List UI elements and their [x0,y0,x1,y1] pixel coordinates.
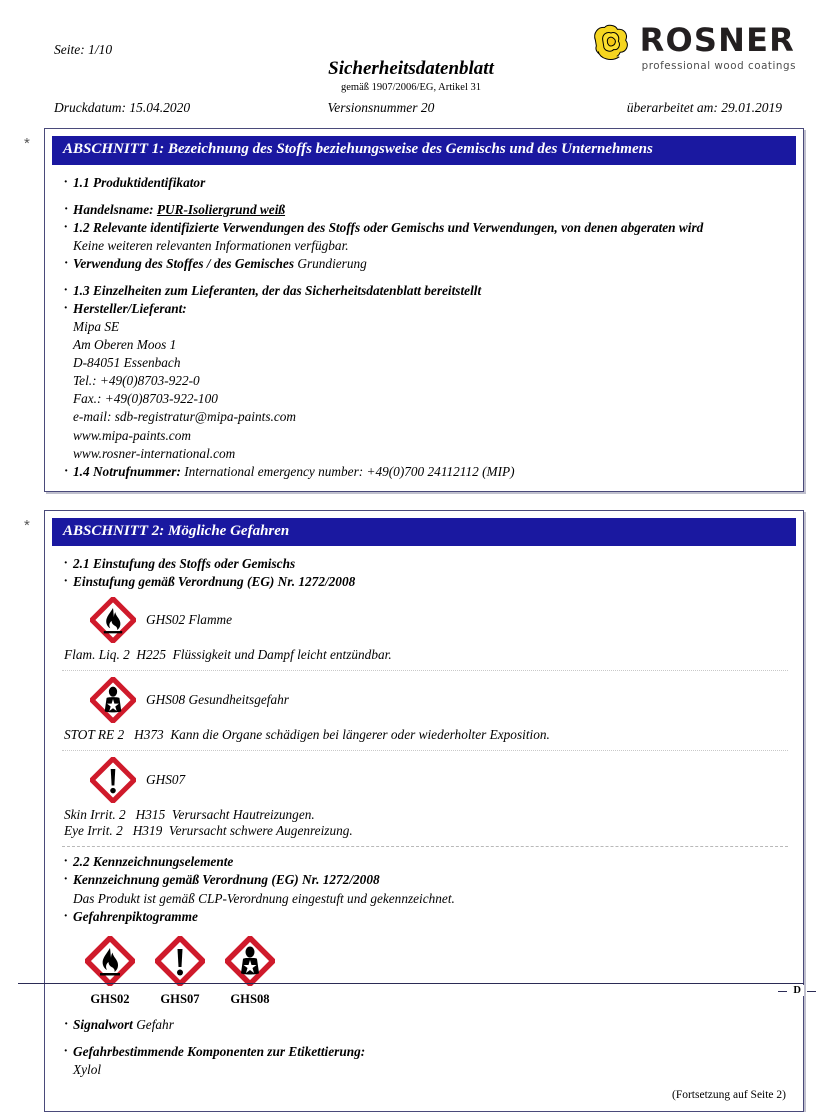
separator [62,750,788,751]
item-2-1: · 2.1 Einstufung des Stoffs oder Gemischs [62,555,790,573]
section-1-heading: ABSCHNITT 1: Bezeichnung des Stoffs beziehungsweise des Gemischs und des Unternehmens [52,136,796,165]
item-manufacturer-label: · Hersteller/Lieferant: [62,300,790,318]
address-website-1: www.mipa-paints.com [73,427,191,443]
hazard-class: Skin Irrit. 2 [64,807,126,823]
item-1-1: · 1.1 Produktidentifikator [62,174,790,192]
supplier-address [62,318,790,463]
pictogram-item [224,936,276,1007]
item-trade-name [62,201,790,219]
signal-word-label: Signalwort [73,1016,133,1032]
print-date: Druckdatum: 15.04.2020 [54,100,191,115]
item-labelling-regulation: · Kennzeichnung gemäß Verordnung (EG) Nr. 1272/2008 [62,871,790,889]
ghs02-flame-icon [90,597,136,643]
section-2 [18,510,804,1112]
hazard-statement-h319 [64,823,790,839]
pictogram-label: GHS08 [230,991,270,1006]
hazard-entry-ghs07 [90,757,790,803]
hazard-entry-ghs08 [90,677,790,723]
use-label: Verwendung des Stoffes / des Gemisches [73,255,295,271]
ghs02-flame-icon [85,936,135,986]
signal-word-value: Gefahr [136,1016,174,1032]
pictogram-item [154,936,206,1007]
section-2-heading: ABSCHNITT 2: Mögliche Gefahren [52,518,796,547]
section-2-change-marker: * [24,516,30,534]
hazard-code: H225 [136,647,166,663]
hazard-code: H315 [135,807,166,823]
trade-name-label: Handelsname: [73,201,154,217]
address-line: Am Oberen Moos 1 [73,337,177,353]
continuation-note: (Fortsetzung auf Seite 2) [671,1088,786,1101]
hazard-statement-h225 [64,647,790,663]
address-phone: Tel.: +49(0)8703-922-0 [73,373,200,389]
ghs07-exclamation-icon [90,757,136,803]
pictogram-item [84,936,136,1007]
item-2-2: · 2.2 Kennzeichnungselemente [62,853,790,871]
section-2-body [52,546,796,1103]
pictogram-label: GHS07 [160,991,200,1006]
hazard-class: STOT RE 2 [64,727,125,743]
hazard-class: Flam. Liq. 2 [64,647,130,663]
section-2-box [44,510,804,1112]
pictogram-label: GHS02 [90,991,130,1006]
footer-rule [18,983,804,984]
locale-marker: D [790,985,804,996]
use-value: Grundierung [297,255,367,271]
pictogram-row [84,936,790,1007]
item-hazardous-components-label: · Gefahrbestimmende Komponenten zur Etikettierung: [62,1043,790,1061]
hazard-text: Verursacht Hautreizungen. [171,807,315,823]
item-use [62,255,790,273]
trade-name-value: PUR-Isoliergrund weiß [156,201,286,217]
hazard-text: Flüssigkeit und Dampf leicht entzündbar. [172,647,392,663]
hazard-statement-h315 [64,807,790,823]
hazard-code: H373 [134,727,164,743]
section-1-change-marker: * [24,135,30,152]
section-1-box [44,128,804,492]
address-line: Mipa SE [73,319,120,335]
hazard-caption-ghs02: GHS02 Flamme [146,612,233,628]
document-title: Sicherheitsdatenblatt [328,58,494,79]
hazard-class: Eye Irrit. 2 [64,823,123,839]
ghs08-health-hazard-icon [225,936,275,986]
separator [62,670,788,671]
hazard-caption-ghs07: GHS07 [146,772,186,788]
separator [62,846,788,847]
section-1-body [52,165,796,483]
item-1-4 [62,463,790,481]
revision-date: überarbeitet am: 29.01.2019 [626,100,782,115]
emergency-value: International emergency number: +49(0)700 24112112 (MIP) [184,463,515,479]
section-1 [18,128,804,492]
address-line: D-84051 Essenbach [73,355,181,371]
item-1-3: · 1.3 Einzelheiten zum Lieferanten, der das Sicherheitsdatenblatt bereitstellt [62,282,790,300]
item-signal-word [62,1016,790,1034]
item-hazardous-components-value: Xylol [73,1061,102,1077]
item-clp-note: Das Produkt ist gemäß CLP-Verordnung eingestuft und gekennzeichnet. [73,890,455,906]
address-email: e-mail: sdb-registratur@mipa-paints.com [73,409,296,425]
hazard-caption-ghs08: GHS08 Gesundheitsgefahr [146,692,289,708]
logo-tagline: professional wood coatings [641,60,796,72]
hazard-text: Verursacht schwere Augenreizung. [168,823,353,839]
page-number: Seite: 1/10 [54,42,113,57]
ghs07-exclamation-icon [155,936,205,986]
hazard-text: Kann die Organe schädigen bei längerer oder wiederholter Exposition. [170,727,550,743]
item-classification-regulation: · Einstufung gemäß Verordnung (EG) Nr. 1272/2008 [62,573,790,591]
address-website-2: www.rosner-international.com [73,445,236,461]
ghs08-health-hazard-icon [90,677,136,723]
address-fax: Fax.: +49(0)8703-922-100 [73,391,218,407]
item-1-2-note: Keine weiteren relevanten Informationen verfügbar. [73,237,349,253]
version-number: Versionsnummer 20 [327,100,435,115]
item-pictograms-label: · Gefahrenpiktogramme [62,908,790,926]
logo-wordmark: ROSNER [639,21,795,59]
hazard-code: H319 [132,823,163,839]
emergency-label: 1.4 Notrufnummer: [73,463,181,479]
document-subtitle: gemäß 1907/2006/EG, Artikel 31 [341,82,481,93]
hazard-entry-ghs02 [90,597,790,643]
header-meta-row [54,100,782,116]
page-header [18,18,804,118]
hazard-statement-h373 [64,727,790,743]
item-1-2: · 1.2 Relevante identifizierte Verwendungen des Stoffs oder Gemischs und Verwendungen, von denen abgeraten wird [62,219,790,237]
